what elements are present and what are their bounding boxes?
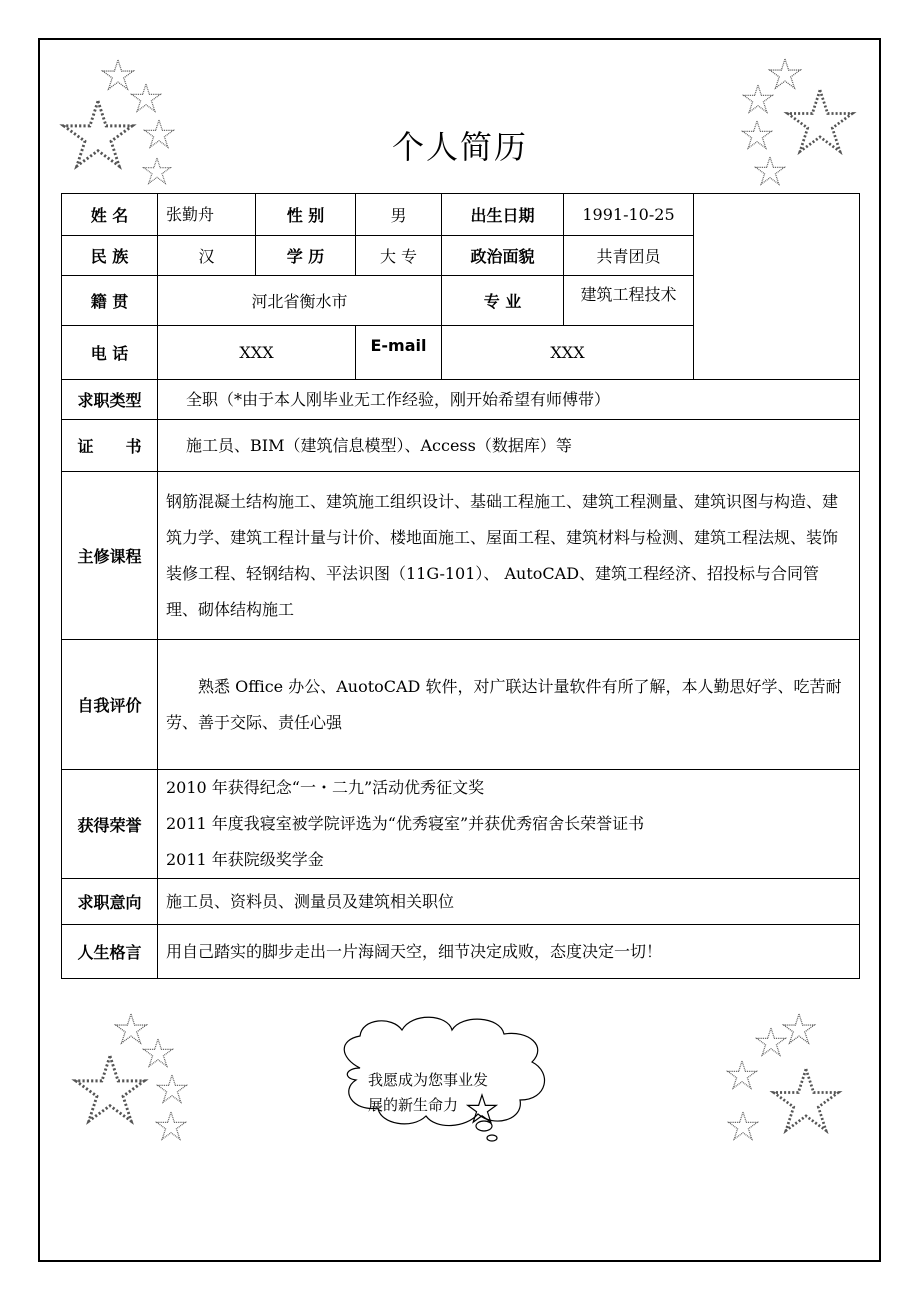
- page-title: 个人简历: [391, 128, 528, 166]
- table-row: [62, 925, 860, 979]
- star-icon: [144, 1039, 173, 1066]
- star-icon: [757, 1028, 786, 1055]
- table-row: [62, 420, 860, 472]
- star-icon: [770, 59, 800, 88]
- star-icon: [729, 1112, 758, 1139]
- star-icon: [774, 1069, 839, 1131]
- table-row: [62, 472, 860, 640]
- table-row: [62, 770, 860, 879]
- gender-value: 男: [356, 194, 442, 236]
- major-label: 专 业: [442, 276, 564, 326]
- self-label: 自我评价: [62, 640, 158, 770]
- political-label: 政治面貌: [442, 236, 564, 276]
- honors-list: [158, 770, 860, 879]
- table-row: [62, 194, 860, 236]
- table-row: [62, 640, 860, 770]
- honor-label: 获得荣誉: [62, 770, 158, 879]
- star-icon: [103, 60, 133, 89]
- name-label: 姓 名: [62, 194, 158, 236]
- star-icon: [116, 1014, 146, 1043]
- resume-table: [61, 193, 860, 979]
- native-label: 籍 贯: [62, 276, 158, 326]
- birth-value: 1991-10-25: [564, 194, 694, 236]
- political-value: 共青团员: [564, 236, 694, 276]
- job-type-value: 全职（*由于本人刚毕业无工作经验，刚开始希望有师傅带）: [158, 380, 860, 420]
- table-row: [62, 380, 860, 420]
- name-value: 张勤舟: [158, 194, 256, 236]
- star-icon: [744, 85, 773, 112]
- star-icon: [132, 84, 161, 111]
- honor-item: 2011 年度我寝室被学院评选为“优秀寝室”并获优秀宿舍长荣誉证书: [166, 814, 645, 833]
- phone-label: 电 话: [62, 326, 158, 380]
- cloud-line: 展的新生命力: [368, 1096, 459, 1114]
- intent-label: 求职意向: [62, 879, 158, 925]
- star-icon: [157, 1112, 186, 1139]
- course-label: 主修课程: [62, 472, 158, 640]
- cert-label: 证 书: [62, 420, 158, 472]
- star-icon: [728, 1061, 757, 1088]
- ethnic-label: 民 族: [62, 236, 158, 276]
- photo-area: [694, 194, 860, 380]
- email-label: E-mail: [356, 326, 442, 380]
- table-row: [62, 879, 860, 925]
- star-icon: [158, 1075, 187, 1102]
- email-value: XXX: [442, 326, 694, 380]
- star-icon: [784, 1014, 814, 1043]
- motto-label: 人生格言: [62, 925, 158, 979]
- birth-label: 出生日期: [442, 194, 564, 236]
- self-value: 熟悉 Office 办公、AuotoCAD 软件，对广联达计量软件有所了解，本人勤思好学、吃苦耐劳、善于交际、责任心强: [158, 640, 860, 770]
- edu-label: 学 历: [256, 236, 356, 276]
- cloud-text: [368, 1068, 528, 1118]
- gender-label: 性 别: [256, 194, 356, 236]
- cert-value: 施工员、BIM（建筑信息模型）、Access（数据库）等: [158, 420, 860, 472]
- course-value: 钢筋混凝土结构施工、建筑施工组织设计、基础工程施工、建筑工程测量、建筑识图与构造、建筑力学、建筑工程计量与计价、楼地面施工、屋面工程、建筑材料与检测、建筑工程法规、装饰装修工程、轻钢结构、平法识图（11G-101）、 AutoCAD、建筑工程经济、招投标与合同管理、砌体结构施工: [158, 472, 860, 640]
- major-value: 建筑工程技术: [564, 276, 694, 326]
- honor-item: 2010 年获得纪念“一・二九”活动优秀征文奖: [166, 778, 485, 797]
- edu-value: 大 专: [356, 236, 442, 276]
- intent-value: 施工员、资料员、测量员及建筑相关职位: [158, 879, 860, 925]
- cloud-line: 我愿成为您事业发: [368, 1071, 489, 1089]
- motto-value: 用自己踏实的脚步走出一片海阔天空，细节决定成败，态度决定一切！: [158, 925, 860, 979]
- honor-item: 2011 年获院级奖学金: [166, 850, 324, 869]
- native-value: 河北省衡水市: [158, 276, 442, 326]
- phone-value: XXX: [158, 326, 356, 380]
- star-icon: [76, 1056, 144, 1121]
- job-type-label: 求职类型: [62, 380, 158, 420]
- ethnic-value: 汉: [158, 236, 256, 276]
